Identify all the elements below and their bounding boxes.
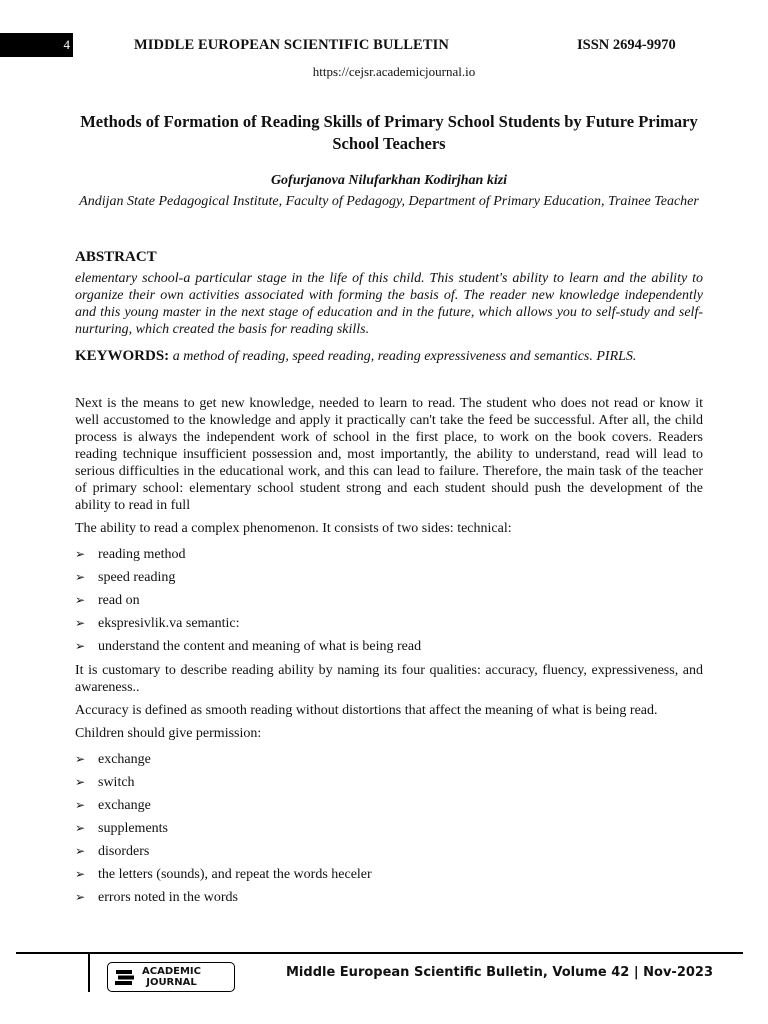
list-item-text: errors noted in the words bbox=[98, 890, 238, 905]
bullet-list bbox=[75, 748, 703, 909]
list-item-text: switch bbox=[98, 775, 135, 790]
paragraph: Accuracy is defined as smooth reading without distortions that affect the meaning of what is being read. bbox=[75, 703, 658, 718]
journal-url-text[interactable]: https://cejsr.academicjournal.io bbox=[312, 64, 476, 79]
list-item bbox=[75, 840, 703, 863]
keywords bbox=[75, 348, 703, 365]
list-item-text: exchange bbox=[98, 798, 151, 813]
list-item bbox=[75, 817, 703, 840]
arrow-bullet-icon: ➢ bbox=[75, 821, 86, 835]
arrow-bullet-icon: ➢ bbox=[75, 593, 86, 607]
footer-vertical-divider bbox=[88, 954, 90, 992]
list-item-text: disorders bbox=[98, 844, 150, 859]
arrow-bullet-icon: ➢ bbox=[75, 752, 86, 766]
keywords-label: KEYWORDS: bbox=[75, 348, 170, 364]
issn: ISSN 2694-9970 bbox=[577, 37, 676, 53]
arrow-bullet-icon: ➢ bbox=[75, 775, 86, 789]
list-item bbox=[75, 612, 703, 635]
list-item-text: understand the content and meaning of what is being read bbox=[98, 639, 422, 654]
arrow-bullet-icon: ➢ bbox=[75, 867, 86, 881]
keywords-text: a method of reading, speed reading, reading expressiveness and semantics. PIRLS. bbox=[172, 349, 637, 364]
journal-url[interactable] bbox=[0, 64, 768, 80]
stacked-books-icon bbox=[114, 967, 136, 987]
list-item bbox=[75, 589, 703, 612]
article-title: Methods of Formation of Reading Skills of Primary School Students by Future Primary School Teachers bbox=[80, 112, 698, 153]
list-item bbox=[75, 794, 703, 817]
page-number: 4 bbox=[0, 33, 73, 57]
footer-divider bbox=[16, 952, 743, 954]
list-item-text: read on bbox=[98, 593, 140, 608]
list-item-text: speed reading bbox=[98, 570, 176, 585]
arrow-bullet-icon: ➢ bbox=[75, 570, 86, 584]
list-item bbox=[75, 543, 703, 566]
list-item-text: exchange bbox=[98, 752, 151, 767]
list-item bbox=[75, 566, 703, 589]
list-item bbox=[75, 886, 703, 909]
list-item bbox=[75, 635, 703, 658]
paragraph: Next is the means to get new knowledge, needed to learn to read. The student who does not read or know it well accustomed to the knowledge and apply it practically can't take the feed be successful. After all, the child process is always the independent work of school in the first place, to work on the book covers. Readers reading technique insufficient possession and, most importantly, the ability to understand, read will lead to serious difficulties in the educational work, and this can lead to failure. Therefore, the main task of the teacher of primary school: elementary school student strong and each student should push the development of the ability to read in full bbox=[75, 396, 703, 513]
logo-line-1: ACADEMIC bbox=[142, 966, 201, 977]
arrow-bullet-icon: ➢ bbox=[75, 616, 86, 630]
academic-journal-logo bbox=[107, 962, 235, 992]
arrow-bullet-icon: ➢ bbox=[75, 639, 86, 653]
list-item-text: supplements bbox=[98, 821, 168, 836]
arrow-bullet-icon: ➢ bbox=[75, 890, 86, 904]
logo-text bbox=[142, 966, 201, 988]
list-item bbox=[75, 863, 703, 886]
list-item bbox=[75, 771, 703, 794]
affiliation: Andijan State Pedagogical Institute, Faculty of Pedagogy, Department of Primary Education, Trainee Teacher bbox=[79, 194, 699, 209]
bullet-list bbox=[75, 543, 703, 658]
abstract-text: elementary school-a particular stage in the life of this child. This student's ability to learn and the ability to organize their own activities associated with forming the basis of. The reader new knowledge independently and this young master in the next stage of education and in the future, which allows you to self-study and self-nurturing, which created the basis for reading skills. bbox=[75, 271, 703, 337]
list-item-text: ekspresivlik.va semantic: bbox=[98, 616, 240, 631]
paragraph: The ability to read a complex phenomenon. It consists of two sides: technical: bbox=[75, 521, 512, 536]
paragraph: Children should give permission: bbox=[75, 726, 262, 741]
list-item-text: reading method bbox=[98, 547, 186, 562]
logo-line-2: JOURNAL bbox=[146, 977, 197, 988]
article-body bbox=[75, 249, 703, 913]
author: Gofurjanova Nilufarkhan Kodirjhan kizi bbox=[270, 173, 508, 188]
arrow-bullet-icon: ➢ bbox=[75, 844, 86, 858]
arrow-bullet-icon: ➢ bbox=[75, 547, 86, 561]
paragraph: It is customary to describe reading ability by naming its four qualities: accuracy, fluency, expressiveness, and awareness.. bbox=[75, 663, 703, 695]
list-item-text: the letters (sounds), and repeat the words heceler bbox=[98, 867, 372, 882]
footer-citation: Middle European Scientific Bulletin, Volume 42 | Nov-2023 bbox=[286, 965, 714, 980]
journal-title: MIDDLE EUROPEAN SCIENTIFIC BULLETIN bbox=[134, 37, 449, 53]
abstract-heading: ABSTRACT bbox=[75, 249, 157, 265]
list-item bbox=[75, 748, 703, 771]
arrow-bullet-icon: ➢ bbox=[75, 798, 86, 812]
